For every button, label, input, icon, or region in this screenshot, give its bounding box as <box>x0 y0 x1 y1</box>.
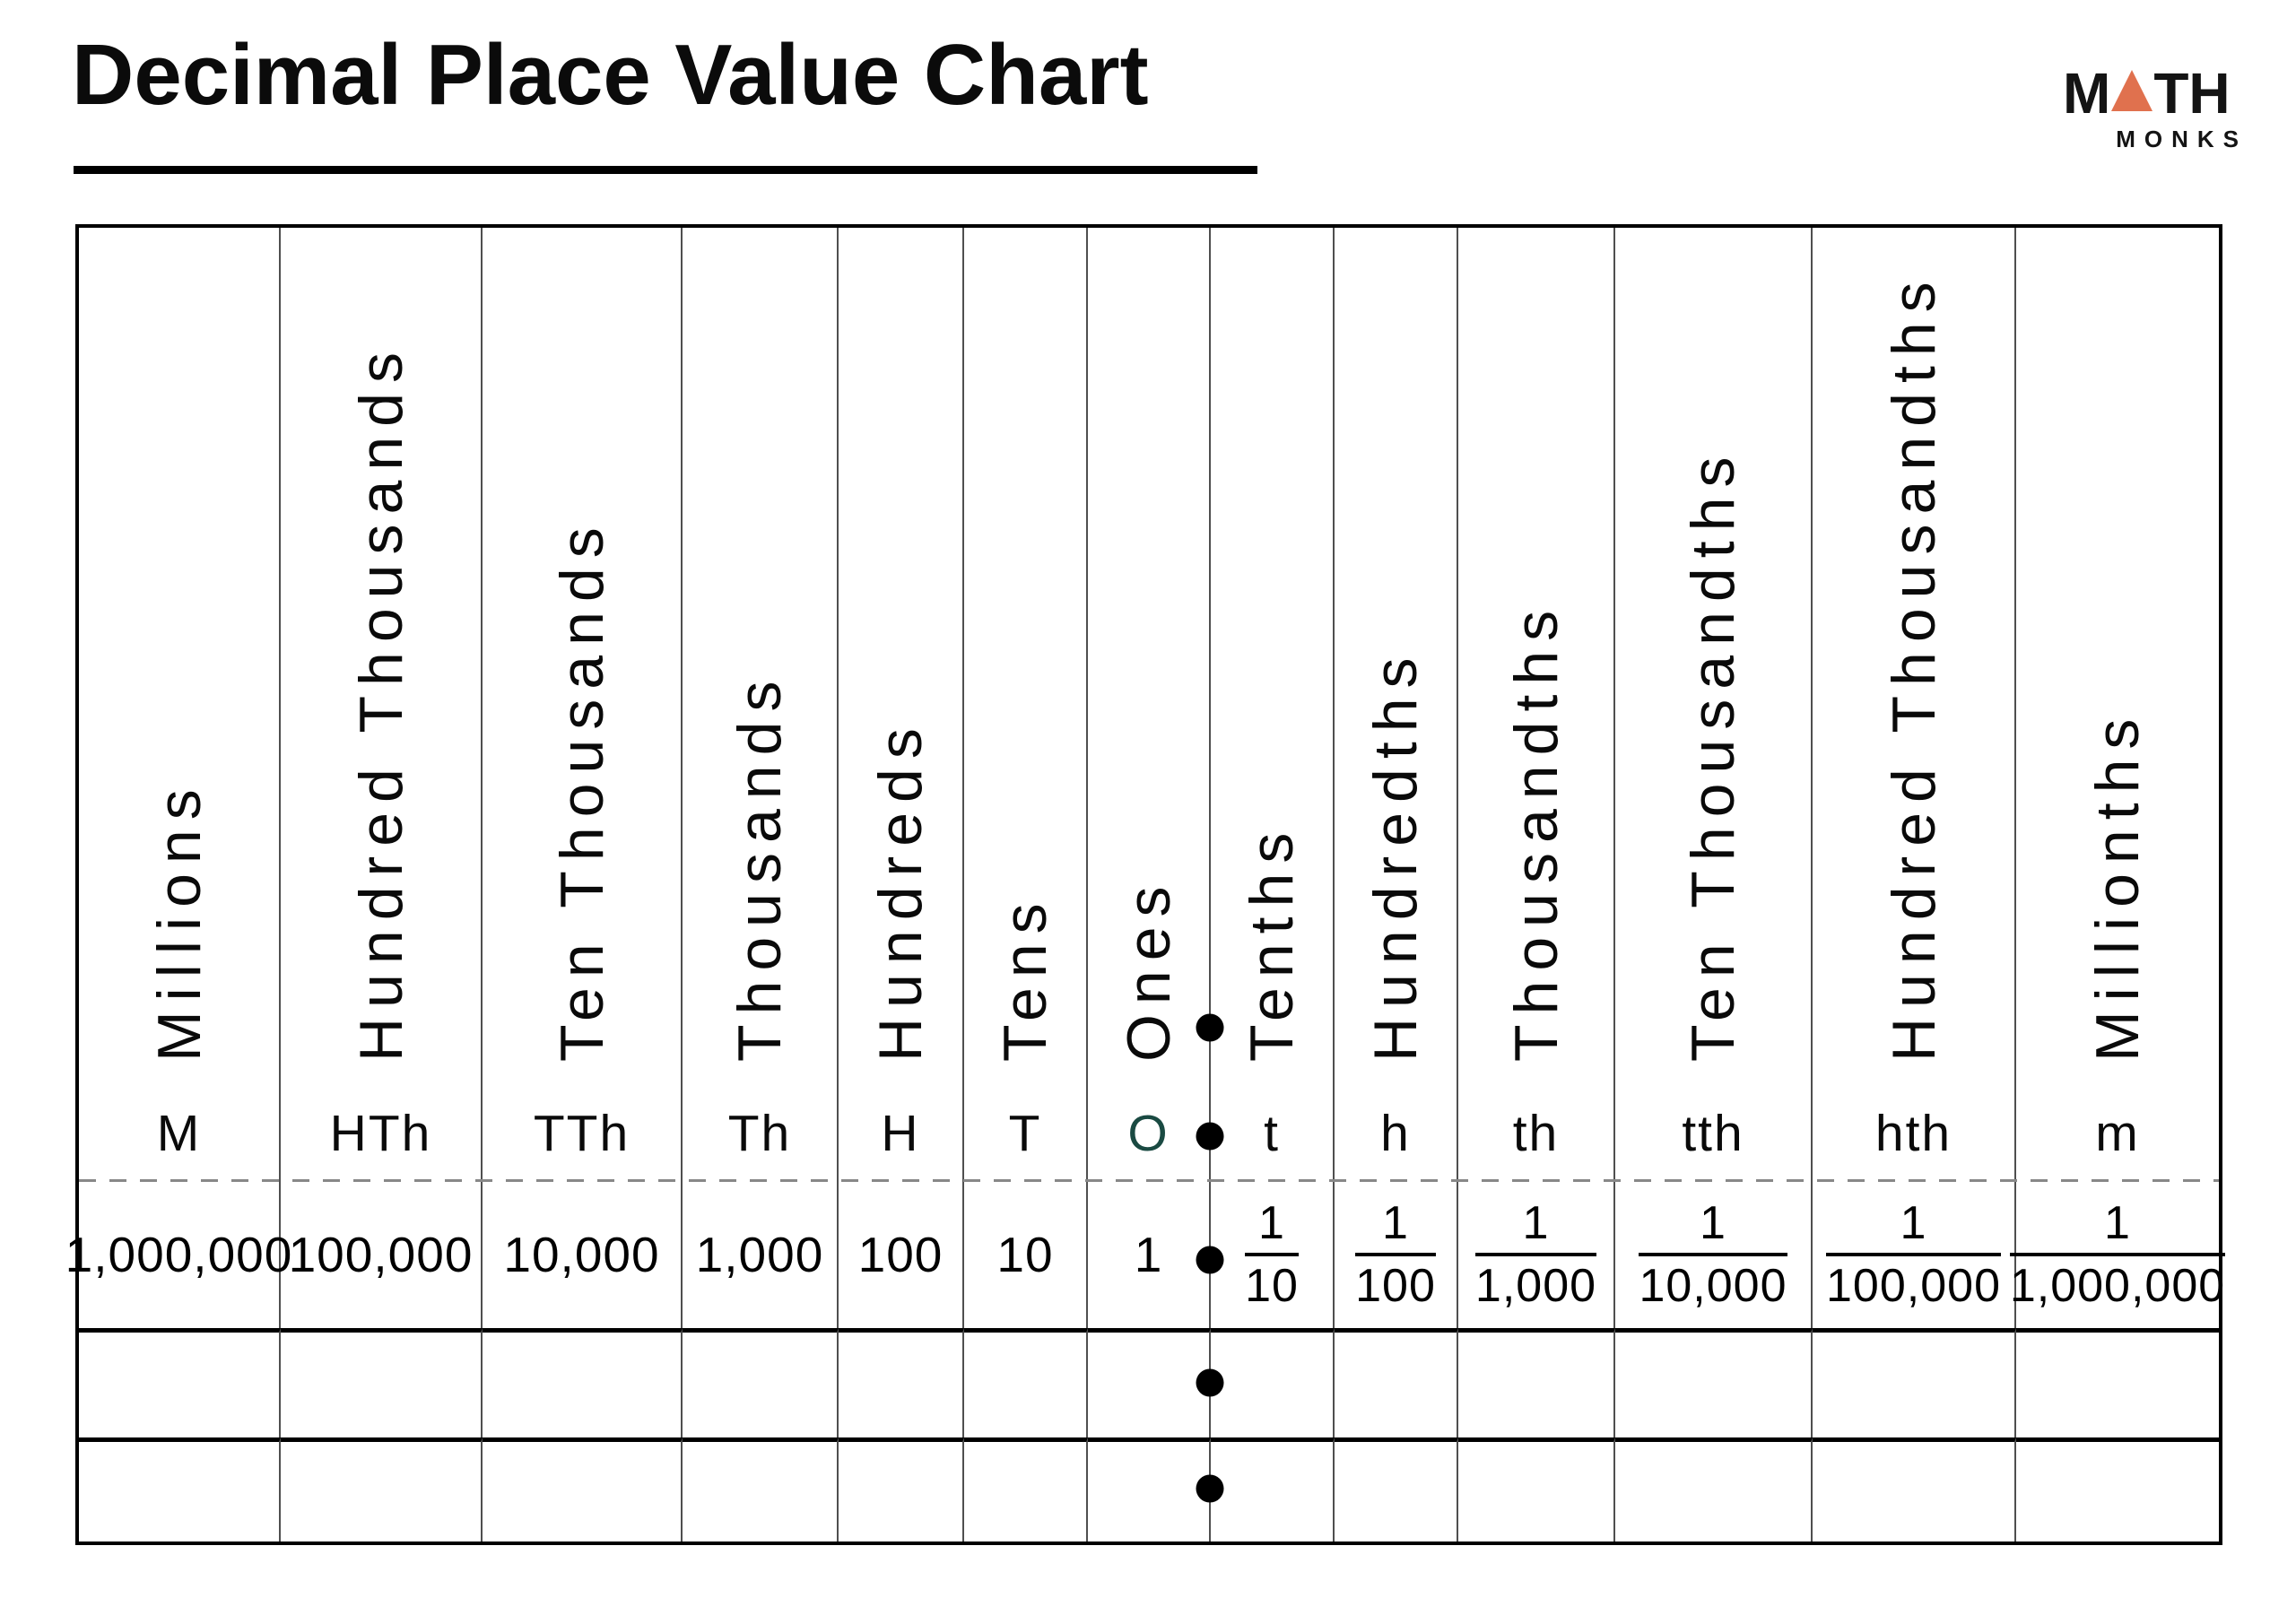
empty-cell-millionths <box>2016 1437 2219 1541</box>
abbreviation-millionths: m <box>2095 1104 2140 1162</box>
header-cell-thousandths <box>1458 228 1615 1085</box>
value-cell-thousands <box>683 1181 839 1328</box>
dashed-separator-line <box>79 1179 2219 1182</box>
empty-cell-hundredths <box>1335 1437 1458 1541</box>
abbreviation-thousands: Th <box>727 1104 792 1162</box>
header-cell-tens <box>964 228 1088 1085</box>
place-value-hundreds: 100 <box>857 1227 944 1282</box>
abbr-cell-ten-thousandths <box>1615 1085 1813 1181</box>
decimal-point-dot <box>1196 1014 1224 1042</box>
header-cell-tenths <box>1211 228 1335 1085</box>
value-cell-millions <box>65 1181 293 1328</box>
abbreviation-hundreds: H <box>881 1104 920 1162</box>
decimal-point-dot <box>1196 1246 1224 1274</box>
value-cell-hundredths <box>1335 1181 1458 1328</box>
empty-cell-tens <box>964 1328 1088 1437</box>
column-label-hundreds: Hundreds <box>866 718 935 1062</box>
empty-cell-tenths <box>1211 1328 1335 1437</box>
abbr-cell-thousandths <box>1458 1085 1615 1181</box>
empty-cell-ten-thousands <box>483 1437 683 1541</box>
logo-subtitle: MONKS <box>2116 126 2248 152</box>
column-label-tenths: Tenths <box>1238 822 1306 1062</box>
empty-cell-hundreds <box>839 1328 964 1437</box>
header-cell-ten-thousands <box>483 228 683 1085</box>
empty-cell-thousands <box>683 1328 839 1437</box>
empty-cell-hundred-thousands <box>281 1437 483 1541</box>
fraction-ten-thousandths <box>1630 1197 1796 1312</box>
decimal-point-dot <box>1196 1369 1224 1397</box>
header-cell-hundred-thousands <box>281 228 483 1085</box>
value-cell-hundreds <box>839 1181 964 1328</box>
value-cell-millionths <box>2009 1181 2226 1328</box>
place-value-ones: 1 <box>1134 1227 1163 1282</box>
column-label-ten-thousands: Ten Thousands <box>547 517 616 1062</box>
column-label-hundred-thousandths: Hundred Thousandths <box>1879 272 1948 1062</box>
header-cell-ten-thousandths <box>1615 228 1813 1085</box>
math-monks-logo <box>2063 61 2248 153</box>
fraction-bar <box>1639 1253 1787 1256</box>
fraction-numerator: 1 <box>2104 1197 2131 1249</box>
value-cell-tenths <box>1211 1181 1335 1328</box>
value-cell-thousandths <box>1458 1181 1615 1328</box>
empty-cell-tens <box>964 1437 1088 1541</box>
fraction-numerator: 1 <box>1522 1197 1550 1249</box>
fraction-numerator: 1 <box>1900 1197 1927 1249</box>
logo-triangle-icon <box>2111 70 2152 111</box>
fraction-thousandths <box>1466 1197 1605 1312</box>
empty-cell-ten-thousands <box>483 1328 683 1437</box>
place-value-hundred-thousands: 100,000 <box>288 1227 474 1282</box>
column-label-millionths: Millionths <box>2083 708 2152 1062</box>
place-value-millions: 1,000,000 <box>65 1227 293 1282</box>
fraction-hundredths <box>1346 1197 1445 1312</box>
header-cell-hundred-thousandths <box>1813 228 2016 1085</box>
column-label-thousands: Thousands <box>726 671 794 1062</box>
empty-cell-thousands <box>683 1437 839 1541</box>
fraction-denominator: 1,000 <box>1474 1260 1597 1312</box>
empty-cell-millionths <box>2016 1328 2219 1437</box>
header-cell-thousands <box>683 228 839 1085</box>
abbreviation-hundred-thousandths: hth <box>1874 1104 1952 1162</box>
fraction-hundred-thousandths <box>1817 1197 2010 1312</box>
abbreviation-tens: T <box>1008 1104 1042 1162</box>
empty-cell-millions <box>79 1437 281 1541</box>
abbr-cell-ten-thousands <box>483 1085 683 1181</box>
fraction-numerator: 1 <box>1258 1197 1285 1249</box>
logo-letter-m: M <box>2063 61 2111 126</box>
fraction-millionths <box>2001 1197 2234 1312</box>
header-cell-hundreds <box>839 228 964 1085</box>
empty-cell-hundreds <box>839 1437 964 1541</box>
fraction-tenths <box>1236 1197 1308 1312</box>
value-cell-tens <box>964 1181 1088 1328</box>
value-cell-hundred-thousands <box>281 1181 483 1328</box>
logo-wordmark <box>2063 61 2239 126</box>
empty-cell-millions <box>79 1328 281 1437</box>
abbr-cell-tenths <box>1211 1085 1335 1181</box>
empty-cell-ones <box>1088 1437 1211 1541</box>
fraction-bar <box>1355 1253 1436 1256</box>
abbr-cell-thousands <box>683 1085 839 1181</box>
column-label-hundred-thousands: Hundred Thousands <box>346 343 415 1062</box>
title-underline <box>74 166 1257 174</box>
fraction-denominator: 100,000 <box>1826 1260 2001 1312</box>
empty-cell-hundred-thousands <box>281 1328 483 1437</box>
empty-cell-tenths <box>1211 1437 1335 1541</box>
abbreviation-thousandths: th <box>1512 1104 1560 1162</box>
fraction-bar <box>1245 1253 1299 1256</box>
header-cell-ones <box>1088 228 1211 1085</box>
empty-cell-ones <box>1088 1328 1211 1437</box>
abbreviation-millions: M <box>156 1104 202 1162</box>
empty-cell-hundred-thousandths <box>1813 1328 2016 1437</box>
fraction-bar <box>1475 1253 1596 1256</box>
abbr-cell-millionths <box>2016 1085 2219 1181</box>
header-cell-millionths <box>2016 228 2219 1085</box>
abbr-cell-tens <box>964 1085 1088 1181</box>
column-label-ones: Ones <box>1114 876 1183 1062</box>
fraction-bar <box>2010 1253 2225 1256</box>
abbr-cell-hundred-thousandths <box>1813 1085 2016 1181</box>
column-label-tens: Tens <box>991 893 1059 1062</box>
header-cell-millions <box>79 228 281 1085</box>
fraction-denominator: 100 <box>1355 1260 1436 1312</box>
abbr-cell-hundreds <box>839 1085 964 1181</box>
abbr-cell-hundred-thousands <box>281 1085 483 1181</box>
value-cell-ten-thousandths <box>1615 1181 1813 1328</box>
fraction-denominator: 10 <box>1245 1260 1299 1312</box>
fraction-numerator: 1 <box>1382 1197 1409 1249</box>
column-label-thousandths: Thousandths <box>1501 600 1570 1062</box>
abbr-cell-millions <box>79 1085 281 1181</box>
abbreviation-ten-thousandths: tth <box>1682 1104 1744 1162</box>
value-cell-ones <box>1088 1181 1211 1328</box>
header-cell-hundredths <box>1335 228 1458 1085</box>
empty-cell-thousandths <box>1458 1437 1615 1541</box>
abbreviation-ten-thousands: TTh <box>533 1104 631 1162</box>
place-value-tens: 10 <box>996 1227 1054 1282</box>
abbr-cell-ones <box>1088 1085 1211 1181</box>
place-value-table <box>65 224 2226 1545</box>
abbr-cell-hundredths <box>1335 1085 1458 1181</box>
column-label-hundredths: Hundredths <box>1361 647 1430 1062</box>
abbreviation-ones: O <box>1127 1104 1170 1162</box>
fraction-denominator: 1,000,000 <box>2009 1260 2226 1312</box>
page-title: Decimal Place Value Chart <box>72 27 1149 123</box>
place-value-thousands: 1,000 <box>695 1227 824 1282</box>
fraction-numerator: 1 <box>1700 1197 1726 1249</box>
fraction-denominator: 10,000 <box>1639 1260 1787 1312</box>
decimal-point-dot <box>1196 1475 1224 1503</box>
column-label-ten-thousandths: Ten Thousandths <box>1679 447 1747 1062</box>
empty-cell-thousandths <box>1458 1328 1615 1437</box>
place-value-ten-thousands: 10,000 <box>503 1227 660 1282</box>
logo-letters-th: TH <box>2153 61 2231 126</box>
value-cell-ten-thousands <box>483 1181 683 1328</box>
fraction-bar <box>1826 1253 2001 1256</box>
column-label-millions: Millions <box>144 779 213 1062</box>
empty-cell-ten-thousandths <box>1615 1328 1813 1437</box>
empty-cell-hundredths <box>1335 1328 1458 1437</box>
abbreviation-hundredths: h <box>1380 1104 1411 1162</box>
empty-cell-ten-thousandths <box>1615 1437 1813 1541</box>
decimal-point-dot <box>1196 1123 1224 1151</box>
abbreviation-hundred-thousands: HTh <box>329 1104 432 1162</box>
empty-cell-hundred-thousandths <box>1813 1437 2016 1541</box>
value-cell-hundred-thousandths <box>1813 1181 2016 1328</box>
abbreviation-tenths: t <box>1264 1104 1280 1162</box>
